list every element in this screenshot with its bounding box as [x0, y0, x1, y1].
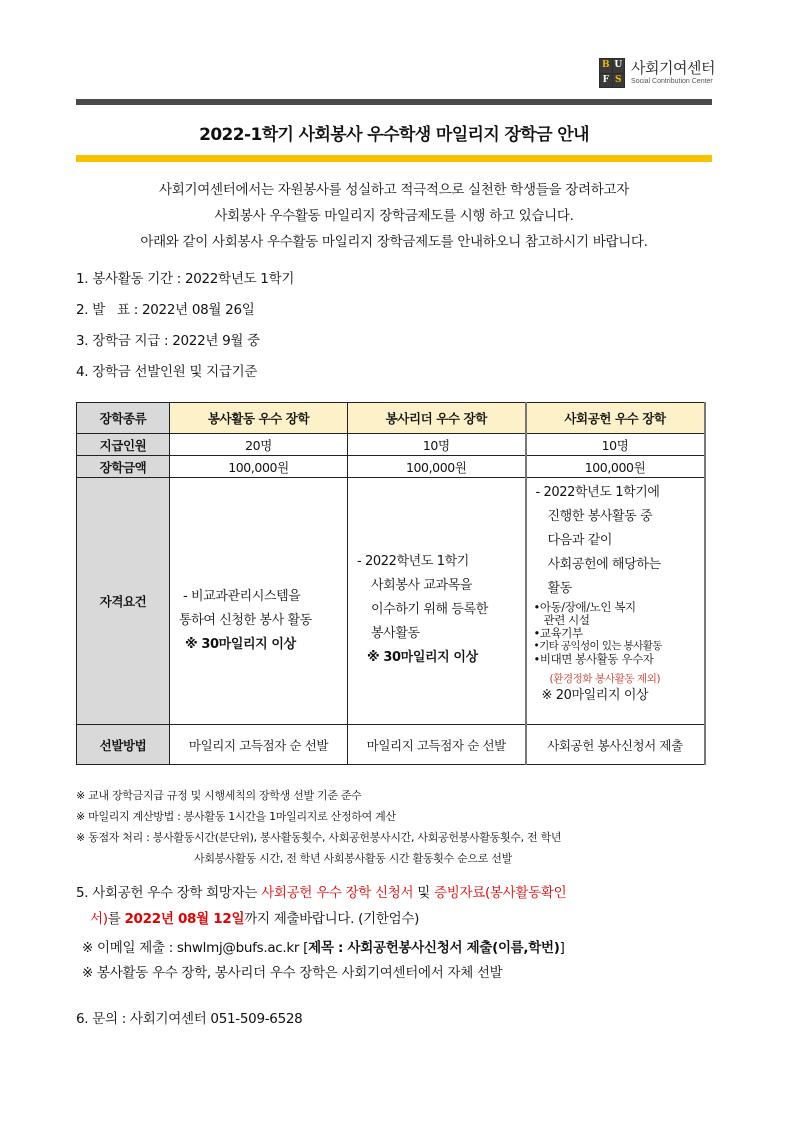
header-cell: 장학종류 [77, 403, 170, 434]
application-notice [76, 880, 716, 932]
qual-line: - 비교과관리시스템을 [183, 589, 301, 604]
table-row [77, 456, 705, 478]
qual-subitem: •비대면 봉사활동 우수자 [533, 652, 654, 666]
email-line: ] [559, 940, 565, 956]
bufs-logo-icon [599, 58, 625, 88]
table-row [77, 478, 705, 725]
table-cell: 100,000원 [526, 456, 705, 478]
intro-line: 아래와 같이 사회봉사 우수활동 마일리지 장학금제도를 안내하오니 참고하시기 바랍니다. [140, 234, 648, 250]
qual-line: 이수하기 위해 등록한 [371, 602, 488, 617]
note-line: ※ 마일리지 계산방법 : 봉사활동 1시간을 1마일리지로 산정하여 계산 [76, 810, 396, 823]
intro-line: 사회기여센터에서는 자원봉사를 성실하고 적극적으로 실천한 학생들을 장려하고자 [159, 182, 629, 198]
info-item-payment: 3. 장학금 지급 : 2022년 9월 중 [76, 333, 260, 349]
header-cell: 사회공헌 우수 장학 [526, 403, 705, 434]
row-label: 지급인원 [77, 434, 170, 456]
logo-english-name: Social Contribution Center [631, 78, 713, 85]
note-line: ※ 교내 장학금지급 규정 및 시행세칙의 장학생 선발 기준 준수 [76, 789, 362, 802]
email-subject: 제목 : 사회공헌봉사신청서 제출(이름,학번) [308, 940, 560, 956]
qual-line: - 2022학년도 1학기 [357, 554, 469, 569]
info-item-period: 1. 봉사활동 기간 : 2022학년도 1학기 [76, 271, 295, 287]
qual-subitem: 관련 시설 [543, 613, 590, 627]
qual-subitem: •기타 공익성이 있는 봉사활동 [533, 640, 662, 652]
table-cell: 10명 [526, 434, 705, 456]
table-header-row [77, 403, 705, 434]
row-label: 자격요건 [77, 478, 170, 725]
table-cell: 10명 [348, 434, 526, 456]
notice-text: 까지 제출바랍니다. (기한엄수) [244, 911, 420, 927]
qual-line: - 2022학년도 1학기에 [535, 485, 660, 500]
contact-info: 6. 문의 : 사회기여센터 051-509-6528 [76, 1011, 303, 1027]
table-cell: 20명 [170, 434, 348, 456]
notice-text: 5. 사회공헌 우수 장학 희망자는 [76, 885, 262, 901]
row-label: 장학금액 [77, 456, 170, 478]
evidence-docs: 증빙자료(봉사활동확인 [434, 885, 567, 901]
info-item-criteria: 4. 장학금 선발인원 및 지급기준 [76, 364, 258, 380]
top-divider [76, 99, 712, 105]
deadline-date: 2022년 08월 12일 [124, 911, 245, 927]
logo-letter: S [613, 74, 625, 88]
qual-mileage: ※ 20마일리지 이상 [541, 688, 649, 703]
table-row [77, 725, 705, 765]
qual-line: 진행한 봉사활동 중 [547, 509, 653, 524]
page-title: 2022-1학기 사회봉사 우수학생 마일리지 장학금 안내 [199, 125, 589, 145]
logo-letter: U [613, 59, 625, 73]
intro-line: 사회봉사 우수활동 마일리지 장학금제도를 시행 하고 있습니다. [214, 208, 574, 224]
note-line: ※ 동점자 처리 : 봉사활동시간(분단위), 봉사활동횟수, 사회공헌봉사시간, 사회공헌봉사활동횟수, 전 학년 [76, 831, 562, 844]
logo-letter: F [600, 74, 612, 88]
logo-korean-name: 사회기여센터 [631, 59, 715, 77]
table-cell: 사회공헌 봉사신청서 제출 [526, 725, 705, 765]
table-cell: 마일리지 고득점자 순 선발 [348, 725, 526, 765]
row-label: 선발방법 [77, 725, 170, 765]
notice-text: 를 [107, 911, 125, 927]
email-line: ※ 이메일 제출 : shwlmj@bufs.ac.kr [ [82, 940, 309, 956]
notice-text: 및 [413, 885, 434, 901]
application-form-name: 사회공헌 우수 장학 신청서 [261, 885, 414, 901]
logo-letter: B [600, 59, 612, 73]
header-logo [599, 58, 715, 88]
submission-info [82, 936, 722, 986]
info-list [76, 266, 294, 390]
header-cell: 봉사활동 우수 장학 [170, 403, 348, 434]
evidence-docs: 서) [90, 911, 108, 927]
scholarship-table [76, 402, 706, 765]
qual-subitem: •아동/장애/노인 복지 [533, 600, 636, 614]
qual-line: 봉사활동 [371, 626, 420, 641]
qual-exclusion-note: (환경정화 봉사활동 제외) [549, 673, 661, 685]
qual-subitem: •교육기부 [533, 626, 583, 640]
intro-paragraph [76, 177, 712, 255]
header-cell: 봉사리더 우수 장학 [348, 403, 526, 434]
note-line: 사회봉사활동 시간, 전 학년 사회봉사활동 시간 활동횟수 순으로 선발 [194, 852, 512, 865]
notes-section [76, 785, 716, 869]
qualification-cell [348, 478, 526, 725]
qualification-cell [526, 478, 705, 725]
table-row [77, 434, 705, 456]
title-underline [76, 155, 712, 162]
qual-line: 통하여 신청한 봉사 활동 [179, 613, 312, 628]
qual-line: 활동 [547, 581, 572, 596]
info-item-announce: 2. 발 표 : 2022년 08월 26일 [76, 302, 255, 318]
table-cell: 마일리지 고득점자 순 선발 [170, 725, 348, 765]
table-cell: 100,000원 [170, 456, 348, 478]
table-cell: 100,000원 [348, 456, 526, 478]
qualification-cell [170, 478, 348, 725]
qual-line: 다음과 같이 [547, 533, 613, 548]
qual-sublist [530, 601, 701, 666]
self-selection-note: ※ 봉사활동 우수 장학, 봉사리더 우수 장학은 사회기여센터에서 자체 선발 [82, 965, 503, 981]
qual-mileage: ※ 30마일리지 이상 [367, 650, 478, 665]
qual-mileage: ※ 30마일리지 이상 [185, 637, 296, 652]
qual-line: 사회봉사 교과목을 [371, 578, 472, 593]
qual-line: 사회공헌에 해당하는 [547, 557, 661, 572]
